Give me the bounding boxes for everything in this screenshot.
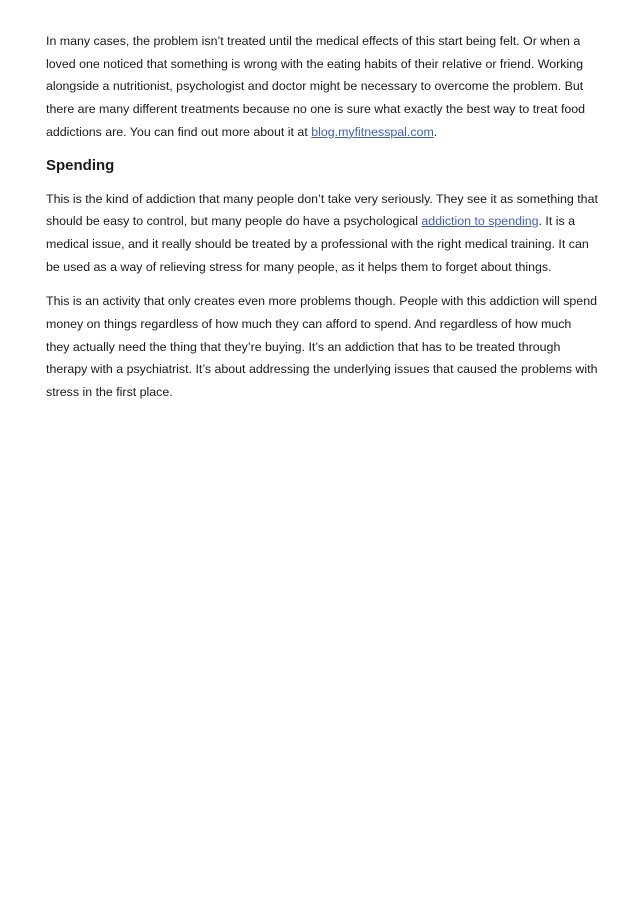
section-heading-spending: Spending [46, 156, 115, 174]
paragraph-text: In many cases, the problem isn’t treated until the medical effects of this start being felt. Or when a loved one noticed that something is wrong with the eating habits of their relative or friend. Working alongside a nutritionist, psychologist and doctor might be necessary to overcome the problem. But there are many different treatments because no one is sure what exactly the best way to treat food addictions are. You can find out more about it at [46, 34, 586, 139]
paragraph-spending-intro [46, 188, 598, 279]
document-page [46, 30, 598, 416]
addiction-to-spending-link[interactable]: addiction to spending [421, 214, 539, 229]
myfitnesspal-link[interactable]: blog.myfitnesspal.com [311, 124, 434, 139]
paragraph-food-addiction-treatment [46, 30, 598, 144]
paragraph-text: . [433, 124, 438, 139]
paragraph-text: . It is a medical issue, and it really should be treated by a professional with the right medical training. It can be used as a way of relieving stress for many people, as it helps them to forget about things. [46, 214, 589, 274]
paragraph-text: This is the kind of addiction that many people don’t take very seriously. They see it as something that should be easy to control, but many people do have a psychological [46, 191, 598, 229]
paragraph-spending-problems: This is an activity that only creates even more problems though. People with this addiction will spend money on things regardless of how much they can afford to spend. And regardless of how much they actually need the thing that they’re buying. It’s an addiction that has to be treated through therapy with a psychiatrist. It’s about addressing the underlying issues that caused the problems with stress in the first place. [46, 294, 598, 400]
